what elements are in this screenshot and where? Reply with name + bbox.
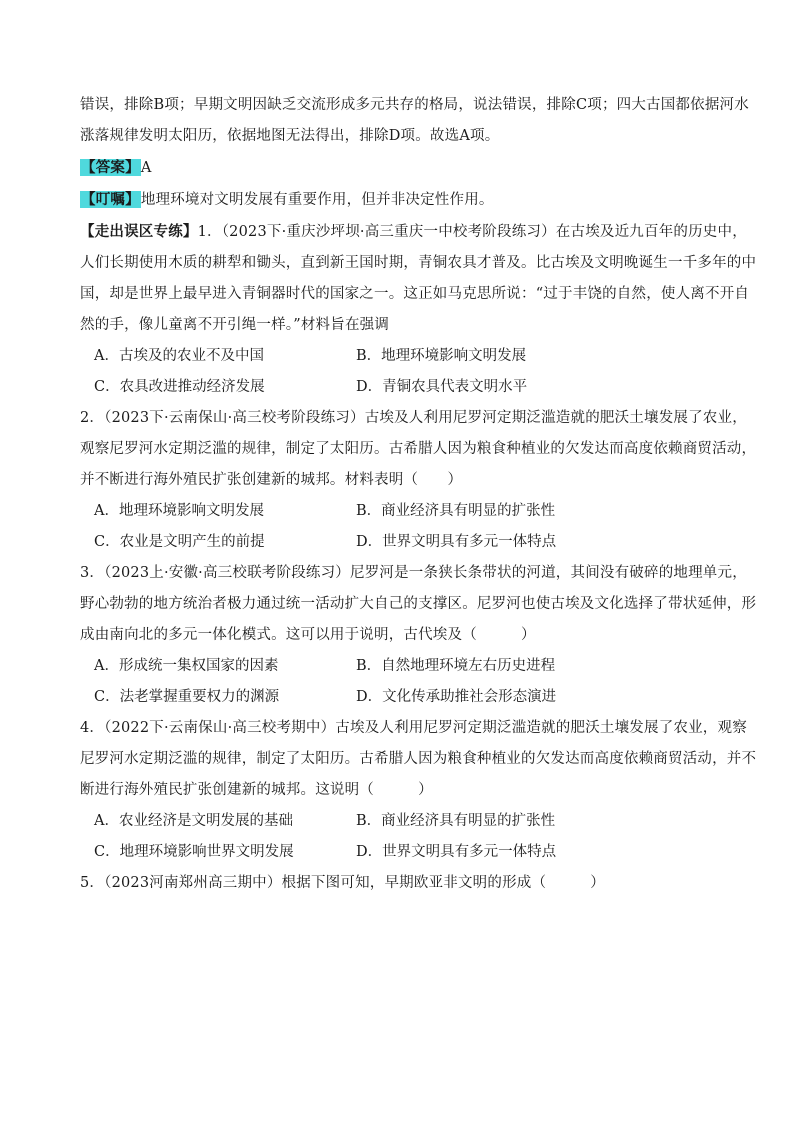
question-3-options-row-1	[80, 651, 720, 682]
question-1-stem-start: 1．（2023下·重庆沙坪坝·高三重庆一中校考阶段练习）在古埃及近九百年的历史中，	[197, 224, 747, 240]
question-1-line-1	[80, 216, 747, 248]
question-3-line-3: 成由南向北的多元一体化模式。这可以用于说明，古代埃及（ ）	[80, 627, 536, 643]
question-1-options-row-1	[80, 341, 720, 372]
question-1-line-2: 人们长期使用木质的耕犁和锄头，直到新王国时期，青铜农具才普及。比古埃及文明晚诞生一千多年的中	[80, 255, 757, 271]
option-a: A．农业经济是文明发展的基础	[94, 813, 293, 829]
option-c: C．农具改进推动经济发展	[94, 379, 265, 395]
option-d: D．文化传承助推社会形态演进	[356, 689, 557, 705]
question-4-line-3: 断进行海外殖民扩张创建新的城邦。这说明（ ）	[80, 782, 433, 798]
answer-row	[80, 152, 720, 184]
section-tag: 【走出误区专练】	[80, 223, 198, 240]
question-1-line-3: 国，却是世界上最早进入青铜器时代的国家之一。这正如马克思所说：“过于丰饶的自然，使人离不开自	[80, 286, 750, 302]
option-a: A．形成统一集权国家的因素	[94, 658, 279, 674]
question-1-line-4: 然的手，像儿童离不开引绳一样。”材料旨在强调	[80, 317, 390, 333]
option-d: D．青铜农具代表文明水平	[356, 379, 528, 395]
option-a: A．古埃及的农业不及中国	[94, 348, 264, 364]
question-2-line-2: 观察尼罗河水定期泛滥的规律，制定了太阳历。古希腊人因为粮食种植业的欠发达而高度依赖商贸活动，	[80, 441, 757, 457]
warning-text: 地理环境对文明发展有重要作用，但并非决定性作用。	[140, 192, 494, 208]
question-2-line-1: 2．（2023下·云南保山·高三校考阶段练习）古埃及人利用尼罗河定期泛滥造就的肥沃土壤发展了农业，	[80, 410, 747, 426]
question-3-line-1: 3．（2023上·安徽·高三校联考阶段练习）尼罗河是一条狭长条带状的河道，其间没有破碎的地理单元，	[80, 565, 747, 581]
option-d: D．世界文明具有多元一体特点	[356, 534, 557, 550]
option-c: C．法老掌握重要权力的渊源	[94, 689, 280, 705]
option-b: B．商业经济具有明显的扩张性	[356, 813, 556, 829]
option-c: C．地理环境影响世界文明发展	[94, 844, 294, 860]
option-d: D．世界文明具有多元一体特点	[356, 844, 557, 860]
question-1-options-row-2	[80, 372, 720, 403]
explanation-line-1: 错误，排除B项；早期文明因缺乏交流形成多元共存的格局，说法错误，排除C项；四大古国都依据河水	[80, 97, 749, 113]
question-4-line-2: 尼罗河水定期泛滥的规律，制定了太阳历。古希腊人因为粮食种植业的欠发达而高度依赖商贸活动，并不	[80, 751, 757, 767]
warning-row	[80, 184, 720, 216]
option-b: B．地理环境影响文明发展	[356, 348, 527, 364]
question-2-options-row-2	[80, 527, 720, 558]
question-3-options-row-2	[80, 682, 720, 713]
question-4-line-1: 4．（2022下·云南保山·高三校考期中）古埃及人利用尼罗河定期泛滥造就的肥沃土壤发展了农业，观察	[80, 720, 747, 736]
question-3-line-2: 野心勃勃的地方统治者极力通过统一活动扩大自己的支撑区。尼罗河也使古埃及文化选择了带状延伸，形	[80, 596, 757, 612]
question-4-options-row-2	[80, 837, 720, 868]
question-2-options-row-1	[80, 496, 720, 527]
explanation-line-2: 涨落规律发明太阳历，依据地图无法得出，排除D项。故选A项。	[80, 128, 500, 144]
answer-tag: 【答案】	[81, 159, 140, 176]
question-2-line-3: 并不断进行海外殖民扩张创建新的城邦。材料表明（ ）	[80, 472, 463, 488]
document-page	[80, 90, 757, 899]
answer-value: A	[140, 160, 152, 176]
option-b: B．自然地理环境左右历史进程	[356, 658, 556, 674]
option-b: B．商业经济具有明显的扩张性	[356, 503, 556, 519]
question-4-options-row-1	[80, 806, 720, 837]
option-c: C．农业是文明产生的前提	[94, 534, 265, 550]
option-a: A．地理环境影响文明发展	[94, 503, 264, 519]
warning-tag: 【叮嘱】	[81, 191, 140, 208]
question-5-line-1: 5．（2023河南郑州高三期中）根据下图可知，早期欧亚非文明的形成（ ）	[80, 875, 605, 891]
